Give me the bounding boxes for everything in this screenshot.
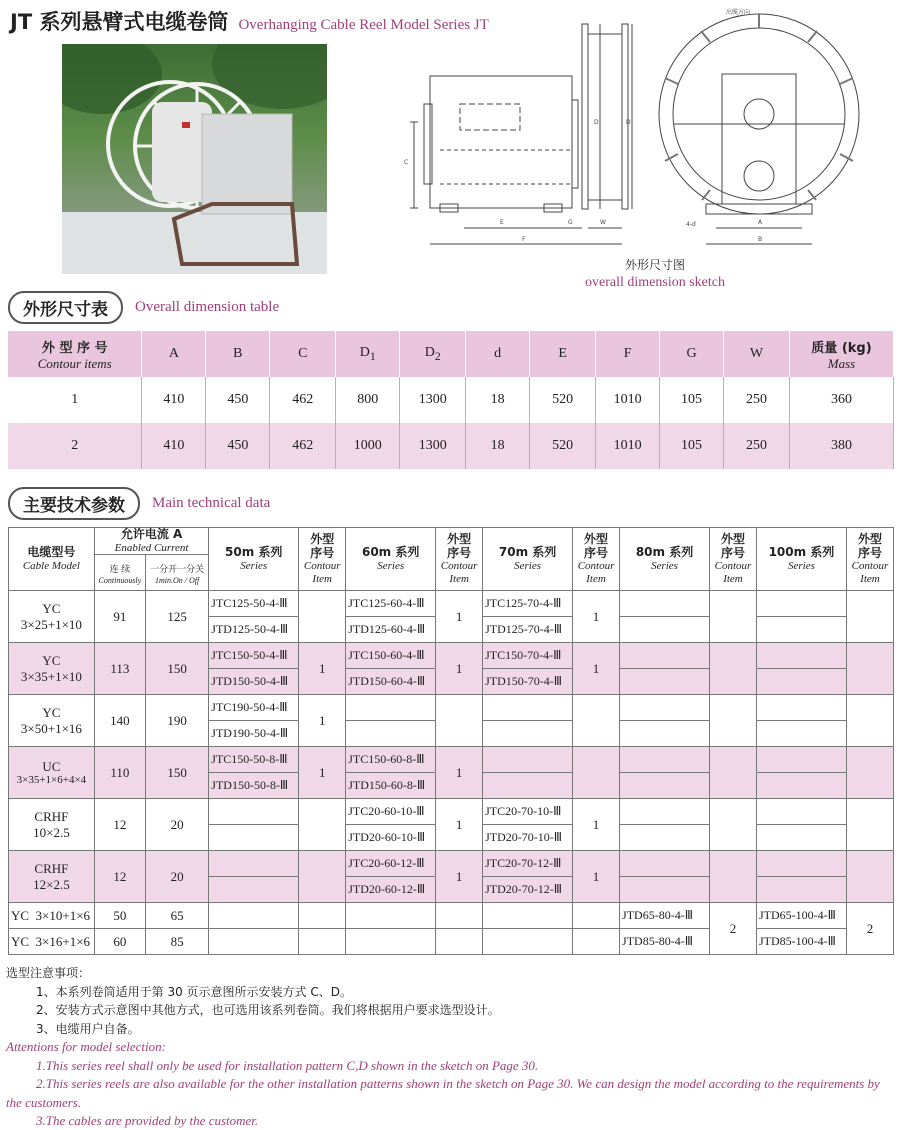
model-cell: JTD125-60-4-Ⅲ: [346, 617, 436, 643]
model-cell: [620, 825, 710, 851]
continuous-current-cell: 110: [94, 747, 145, 799]
model-cell: JTD125-50-4-Ⅲ: [209, 617, 299, 643]
contour-item-cell: [709, 747, 756, 799]
contour-item-cell: [846, 747, 893, 799]
contour-item-cell: [573, 747, 620, 799]
model-cell: JTC20-70-12-Ⅲ: [483, 851, 573, 877]
model-cell: JTD20-60-10-Ⅲ: [346, 825, 436, 851]
model-cell: [346, 903, 436, 929]
model-cell: [620, 643, 710, 669]
model-cell: [346, 721, 436, 747]
model-cell: JTD150-70-4-Ⅲ: [483, 669, 573, 695]
note-zh-3: 3、电缆用户自备。: [36, 1021, 140, 1036]
onoff-current-cell: 20: [145, 799, 208, 851]
model-cell: JTC150-50-4-Ⅲ: [209, 643, 299, 669]
cable-model-cell: YC 3×35+1×10: [9, 643, 95, 695]
model-cell: [209, 903, 299, 929]
contour-item-cell: [709, 591, 756, 643]
model-cell: JTC150-60-4-Ⅲ: [346, 643, 436, 669]
onoff-current-cell: 65: [145, 903, 208, 929]
sketch-direction-label: 出缆方向: [726, 9, 751, 16]
table-row: 2 410 450 462 1000 1300 18 520 1010 105 250 380: [8, 423, 894, 469]
sketch-label-e: E: [500, 219, 504, 226]
model-cell: JTC190-50-4-Ⅲ: [209, 695, 299, 721]
sketch-label-g: G: [568, 219, 573, 226]
continuous-current-cell: 91: [94, 591, 145, 643]
continuous-header: 连 续 Continuously: [94, 555, 145, 591]
contour-item-cell: 1: [436, 851, 483, 903]
contour-item-cell: 1: [573, 851, 620, 903]
series-100-header: 100m 系列 Series: [756, 528, 846, 591]
model-cell: [756, 643, 846, 669]
model-cell: [483, 929, 573, 955]
product-photo: [62, 44, 327, 274]
contour-100-header: 外型 序号 Contour Item: [846, 528, 893, 591]
model-cell: [620, 591, 710, 617]
model-cell: [756, 851, 846, 877]
tech-section-title: [8, 487, 270, 520]
sketch-label-b: B: [758, 236, 763, 243]
contour-80-header: 外型 序号 Contour Item: [709, 528, 756, 591]
note-zh-2: 2、安装方式示意图中其他方式，也可选用该系列卷筒。我们将根据用户要求选型设计。: [36, 1003, 500, 1017]
col-d2: $D_2$: [400, 331, 466, 377]
note-en-1: 1.This series reel shall only be used for installation pattern C,D shown in the sketch on Page 30.: [36, 1057, 539, 1073]
col-e: E: [530, 331, 596, 377]
model-cell: [756, 773, 846, 799]
model-cell: [756, 617, 846, 643]
contour-70-header: 外型 序号 Contour Item: [573, 528, 620, 591]
model-cell: [346, 929, 436, 955]
sketch-label-c: C: [404, 159, 409, 166]
model-cell: JTC125-70-4-Ⅲ: [483, 591, 573, 617]
page-title: JT 系列悬臂式电缆卷筒: [10, 10, 229, 34]
contour-item-cell: [573, 929, 620, 955]
note-en-3: 3.The cables are provided by the customer.: [36, 1113, 259, 1128]
model-cell: [209, 929, 299, 955]
model-cell: [620, 799, 710, 825]
model-cell: [620, 747, 710, 773]
col-mass: 质量 (kg) Mass: [789, 331, 893, 377]
tech-title-en: Main technical data: [152, 495, 271, 511]
contour-item-cell: [299, 799, 346, 851]
contour-item-cell: [299, 903, 346, 929]
dimension-title-en: Overall dimension table: [135, 299, 280, 315]
model-cell: JTC125-60-4-Ⅲ: [346, 591, 436, 617]
contour-item-cell: 1: [573, 591, 620, 643]
contour-item-cell: 1: [299, 695, 346, 747]
model-cell: [483, 695, 573, 721]
col-b: B: [206, 331, 270, 377]
model-cell: JTC20-60-12-Ⅲ: [346, 851, 436, 877]
contour-item-cell: [299, 929, 346, 955]
notes-title-en: Attentions for model selection:: [6, 1039, 166, 1054]
contour-item-cell: 1: [436, 747, 483, 799]
sketch-caption: [560, 256, 750, 291]
model-cell: JTD150-50-8-Ⅲ: [209, 773, 299, 799]
sketch-caption-zh: 外形尺寸图: [624, 258, 685, 272]
dimension-drawing: [404, 4, 894, 254]
model-cell: JTD150-50-4-Ⅲ: [209, 669, 299, 695]
col-w: W: [724, 331, 790, 377]
model-cell: [756, 695, 846, 721]
table-row: [9, 695, 894, 721]
model-cell: [620, 617, 710, 643]
table-row: [9, 747, 894, 773]
model-cell: JTC20-70-10-Ⅲ: [483, 799, 573, 825]
model-cell: JTC20-60-10-Ⅲ: [346, 799, 436, 825]
col-g: G: [660, 331, 724, 377]
onoff-current-cell: 20: [145, 851, 208, 903]
note-en-2: 2.This series reels are also available for the other installation patterns shown in the sketch on Page 30. We can design the model according to the requirements by the customers.: [6, 1076, 880, 1110]
contour-item-cell: [299, 851, 346, 903]
onoff-current-cell: 150: [145, 747, 208, 799]
contour-item-cell: [709, 643, 756, 695]
contour-item-cell: [846, 591, 893, 643]
cable-model-cell: CRHF 10×2.5: [9, 799, 95, 851]
col-f: F: [596, 331, 660, 377]
selection-notes: [6, 964, 896, 1130]
col-a: A: [142, 331, 206, 377]
continuous-current-cell: 50: [94, 903, 145, 929]
col-d1: $D_1$: [336, 331, 400, 377]
cable-model-cell: YC 3×25+1×10: [9, 591, 95, 643]
model-cell: JTC150-70-4-Ⅲ: [483, 643, 573, 669]
contour-50-header: 外型 序号 Contour Item: [299, 528, 346, 591]
model-cell: [756, 591, 846, 617]
table-row: [9, 643, 894, 669]
continuous-current-cell: 60: [94, 929, 145, 955]
sketch-label-w: W: [600, 219, 606, 226]
note-zh-1: 1、本系列卷筒适用于第 30 页示意图所示安装方式 C、D。: [36, 984, 352, 999]
onoff-current-cell: 190: [145, 695, 208, 747]
onoff-current-cell: 125: [145, 591, 208, 643]
continuous-current-cell: 140: [94, 695, 145, 747]
contour-item-cell: [846, 799, 893, 851]
cable-model-cell: UC 3×35+1×6+4×4: [9, 747, 95, 799]
notes-title-zh: 选型注意事项：: [6, 966, 91, 980]
model-cell: JTD20-70-12-Ⅲ: [483, 877, 573, 903]
sketch-label-a: A: [758, 219, 763, 226]
col-c: C: [270, 331, 336, 377]
model-cell: [483, 721, 573, 747]
model-cell: [756, 669, 846, 695]
contour-item-cell: 2: [709, 903, 756, 955]
series-50-header: 50m 系列 Series: [209, 528, 299, 591]
model-cell: JTD65-80-4-Ⅲ: [620, 903, 710, 929]
contour-item-cell: [846, 643, 893, 695]
model-cell: JTC125-50-4-Ⅲ: [209, 591, 299, 617]
cable-model-cell: YC 3×16+1×6: [9, 929, 95, 955]
model-cell: JTC150-50-8-Ⅲ: [209, 747, 299, 773]
series-60-header: 60m 系列 Series: [346, 528, 436, 591]
contour-item-cell: [846, 851, 893, 903]
cable-model-cell: YC 3×50+1×16: [9, 695, 95, 747]
series-70-header: 70m 系列 Series: [483, 528, 573, 591]
table-row: [9, 799, 894, 825]
table-row: 1 410 450 462 800 1300 18 520 1010 105 250 360: [8, 377, 894, 423]
tech-title-zh: 主要技术参数: [8, 487, 140, 520]
model-cell: JTD65-100-4-Ⅲ: [756, 903, 846, 929]
technical-data-table: [8, 527, 894, 955]
sketch-label-f: F: [522, 236, 526, 243]
model-cell: [483, 773, 573, 799]
model-cell: [620, 773, 710, 799]
contour-header: 外 型 序 号 Contour items: [8, 331, 142, 377]
contour-item-cell: 1: [573, 643, 620, 695]
model-cell: [620, 877, 710, 903]
continuous-current-cell: 12: [94, 851, 145, 903]
model-cell: [756, 747, 846, 773]
continuous-current-cell: 12: [94, 799, 145, 851]
contour-item-cell: 2: [846, 903, 893, 955]
dimension-sketch: [404, 4, 894, 254]
model-cell: [483, 747, 573, 773]
model-cell: [483, 903, 573, 929]
contour-item-cell: [709, 851, 756, 903]
model-cell: [756, 721, 846, 747]
contour-60-header: 外型 序号 Contour Item: [436, 528, 483, 591]
model-cell: [620, 851, 710, 877]
model-cell: JTD190-50-4-Ⅲ: [209, 721, 299, 747]
table-row: [9, 929, 894, 955]
model-cell: JTC150-60-8-Ⅲ: [346, 747, 436, 773]
contour-item-cell: 1: [573, 799, 620, 851]
model-cell: [620, 721, 710, 747]
contour-item-cell: [436, 695, 483, 747]
model-cell: [620, 695, 710, 721]
model-cell: [756, 877, 846, 903]
model-cell: JTD85-100-4-Ⅲ: [756, 929, 846, 955]
contour-item-cell: [709, 695, 756, 747]
contour-item-cell: [299, 591, 346, 643]
cable-model-cell: YC 3×10+1×6: [9, 903, 95, 929]
contour-item-cell: [709, 799, 756, 851]
page-title-en: Overhanging Cable Reel Model Series JT: [238, 17, 489, 33]
model-cell: JTD150-60-8-Ⅲ: [346, 773, 436, 799]
dimension-title-zh: 外形尺寸表: [8, 291, 123, 324]
model-cell: [756, 825, 846, 851]
model-cell: [209, 851, 299, 877]
col-d: d: [466, 331, 530, 377]
model-cell: [209, 799, 299, 825]
contour-item-cell: 1: [436, 799, 483, 851]
model-cell: JTD20-70-10-Ⅲ: [483, 825, 573, 851]
series-80-header: 80m 系列 Series: [620, 528, 710, 591]
contour-item-cell: 1: [436, 591, 483, 643]
sketch-label-d1: D: [594, 119, 599, 126]
dimension-table: [8, 331, 894, 469]
model-cell: JTD150-60-4-Ⅲ: [346, 669, 436, 695]
model-cell: [209, 825, 299, 851]
model-cell: [346, 695, 436, 721]
contour-item-cell: [436, 903, 483, 929]
onoff-current-cell: 85: [145, 929, 208, 955]
table-row: [9, 851, 894, 877]
model-cell: [756, 799, 846, 825]
model-cell: JTD20-60-12-Ⅲ: [346, 877, 436, 903]
model-cell: [620, 669, 710, 695]
cable-model-cell: CRHF 12×2.5: [9, 851, 95, 903]
model-cell: JTD125-70-4-Ⅲ: [483, 617, 573, 643]
sketch-label-d2: D: [626, 119, 631, 126]
sketch-label-d: 4-d: [686, 221, 696, 228]
contour-item-cell: [436, 929, 483, 955]
contour-item-cell: 1: [436, 643, 483, 695]
contour-item-cell: 1: [299, 747, 346, 799]
current-header: 允许电流 A Enabled Current: [94, 528, 208, 555]
cable-model-header: 电缆型号 Cable Model: [9, 528, 95, 591]
model-cell: JTD85-80-4-Ⅲ: [620, 929, 710, 955]
table-row: [9, 591, 894, 617]
contour-item-cell: 1: [299, 643, 346, 695]
sketch-caption-en: overall dimension sketch: [585, 275, 725, 290]
model-cell: [209, 877, 299, 903]
contour-item-cell: [573, 695, 620, 747]
onoff-current-cell: 150: [145, 643, 208, 695]
contour-item-cell: [573, 903, 620, 929]
cable-reel-photo: [62, 44, 327, 274]
contour-item-cell: [846, 695, 893, 747]
dimension-section-title: [8, 291, 279, 324]
table-row: [9, 903, 894, 929]
continuous-current-cell: 113: [94, 643, 145, 695]
onoff-header: 一分开一分关 1min.On / Off: [145, 555, 208, 591]
